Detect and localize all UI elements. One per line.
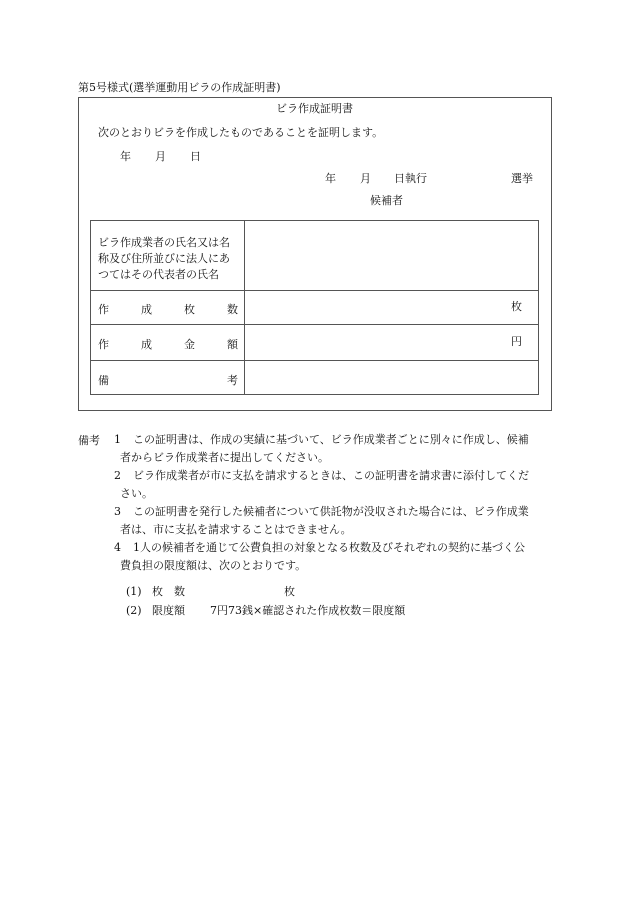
note-item-4: 4 1人の候補者を通じて公費負担の対象となる枚数及びそれぞれの契約に基づく公 費負担の限度額は、次のとおりです。 xyxy=(114,541,525,572)
candidate-label: 候補者 xyxy=(370,194,403,207)
note-item-1: 1 この証明書は、作成の実績に基づいて、ビラ作成業者ごとに別々に作成し、候補 者からビラ作成業者に提出してください。 xyxy=(114,433,529,464)
table-row-divider xyxy=(91,324,538,325)
table-row-divider xyxy=(91,290,538,291)
note-item-3: 3 この証明書を発行した候補者について供託物が没収された場合には、ビラ作成業 者は、市に支払を請求することはできません。 xyxy=(114,505,529,536)
note-sub-1-number: (1) xyxy=(126,585,142,598)
note-sub-2-number: (2) xyxy=(126,604,142,617)
note-sub-1-unit: 枚 xyxy=(284,585,295,598)
form-title: 第5号様式(選挙運動用ビラの作成証明書) xyxy=(78,81,281,94)
certificate-table xyxy=(90,220,539,395)
table-row-divider xyxy=(91,360,538,361)
notes-label: 備考 xyxy=(78,434,100,447)
amount-label: 作 成 金 額 xyxy=(98,338,238,351)
note-sub-1-label: 枚 数 xyxy=(152,585,185,598)
note-sub-2-formula: 7円73銭×確認された作成枚数＝限度額 xyxy=(210,604,406,617)
quantity-unit: 枚 xyxy=(511,300,522,313)
election-label: 選挙 xyxy=(511,172,533,185)
date-month-label: 月 xyxy=(155,150,166,163)
date-day-label: 日 xyxy=(190,150,201,163)
remarks-label: 備 考 xyxy=(98,374,238,387)
table-column-divider xyxy=(244,221,245,394)
certificate-heading: ビラ作成証明書 xyxy=(276,102,353,115)
amount-unit: 円 xyxy=(511,335,522,348)
quantity-label: 作 成 枚 数 xyxy=(98,303,238,316)
note-sub-2-label: 限度額 xyxy=(152,604,185,617)
date-year-label: 年 xyxy=(120,150,131,163)
election-month-label: 月 xyxy=(360,172,371,185)
note-item-2: 2 ビラ作成業者が市に支払を請求するときは、この証明書を請求書に添付してくだ さい。 xyxy=(114,469,529,500)
certificate-statement: 次のとおりビラを作成したものであることを証明します。 xyxy=(98,126,384,139)
election-year-label: 年 xyxy=(325,172,336,185)
election-day-label: 日執行 xyxy=(394,172,427,185)
contractor-name-label: ビラ作成業者の氏名又は名 称及び住所並びに法人にあ つてはその代表者の氏名 xyxy=(98,236,230,281)
